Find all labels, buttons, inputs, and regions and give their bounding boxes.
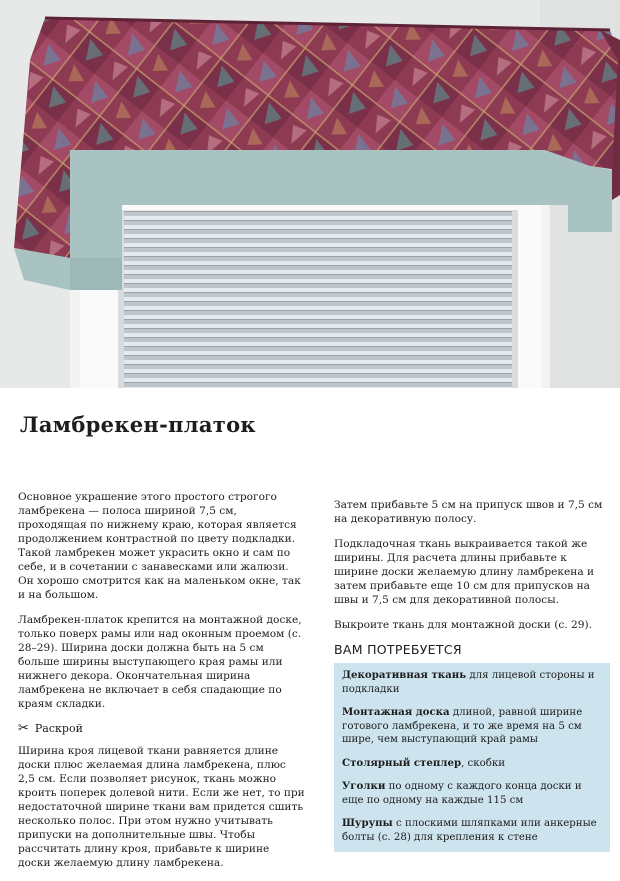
materials-item-text: с плоскими шляпками или анкерные болты (с. 28) для крепления к стене: [342, 818, 597, 843]
materials-item: [342, 669, 602, 696]
seam-paragraph: Затем прибавьте 5 см на припуск швов и 7,5 см на декоративную полосу.: [334, 499, 603, 525]
materials-heading: ВАМ ПОТРЕБУЕТСЯ: [334, 642, 462, 657]
materials-item: [342, 817, 602, 844]
board-paragraph: Выкроите ткань для монтажной доски (с. 29).: [334, 619, 592, 631]
mounting-paragraph: Ламбрекен-платок крепится на монтажной доске, только поверх рамы или над оконным проемом (с. 28–29). Ширина доски должна быть на 5 см больше ширины выступающего края рамы или нижнего декора. Окончательная ширина ламбрекена не включает в себя спадающие по краям складки.: [18, 614, 302, 710]
materials-item: [342, 706, 602, 747]
intro-paragraph: Основное украшение этого простого строгого ламбрекена — полоса шириной 7,5 см, проходящая по нижнему краю, которая является продолжением контрастной по цвету подкладки. Такой ламбрекен может украсить окно и сам по себе, и в сочетании с занавесками или жалюзи. Он хорошо смотрится как на маленьком окне, так и на большом.: [18, 491, 301, 601]
right-column: [334, 498, 610, 852]
lining-paragraph: Подкладочная ткань выкраивается такой же ширины. Для расчета длины прибавьте к ширине доски желаемую длину ламбрекена и затем прибавьте еще 10 см для припусков на швы и 7,5 см для декоративной полосы.: [334, 538, 595, 606]
materials-item-term: Монтажная доска: [342, 706, 450, 718]
valance-illustration: [0, 0, 620, 388]
left-column: [18, 490, 305, 881]
materials-item-text: по одному с каждого конца доски и еще по одному на каждые 115 см: [342, 781, 582, 806]
cutting-paragraph: Ширина кроя лицевой ткани равняется длине доски плюс желаемая длина ламбрекена, плюс 2,5 см. Если позволяет рисунок, ткань можно кроить поперек долевой нити. Если же нет, то при недостаточной ширине ткани вам придется сшить несколько полос. При этом нужно учитывать припуски на дополнительные швы. Чтобы рассчитать длину кроя, прибавьте к ширине доски желаемую длину ламбрекена.: [18, 745, 305, 869]
page-title: Ламбрекен-платок: [20, 412, 256, 437]
materials-item-term: Столярный степлер: [342, 756, 462, 769]
materials-item-text: длиной, равной ширине готового ламбрекена, и то же время на 5 см шире, чем выступающий край рамы: [342, 707, 583, 745]
materials-item-term: Уголки: [342, 780, 386, 792]
materials-item: [342, 757, 602, 771]
cutting-subhead-label: Раскрой: [34, 722, 83, 735]
materials-item-text: для лицевой стороны и подкладки: [342, 670, 595, 695]
materials-item: [342, 780, 602, 807]
materials-item-term: Шурупы: [342, 817, 393, 829]
materials-item-text: , скобки: [461, 757, 506, 769]
cutting-subhead: [18, 722, 305, 736]
window-valance-photo: [0, 0, 620, 388]
scissors-icon: ✂: [18, 721, 29, 736]
materials-item-term: Декоративная ткань: [342, 669, 467, 681]
materials-box: [334, 663, 610, 852]
